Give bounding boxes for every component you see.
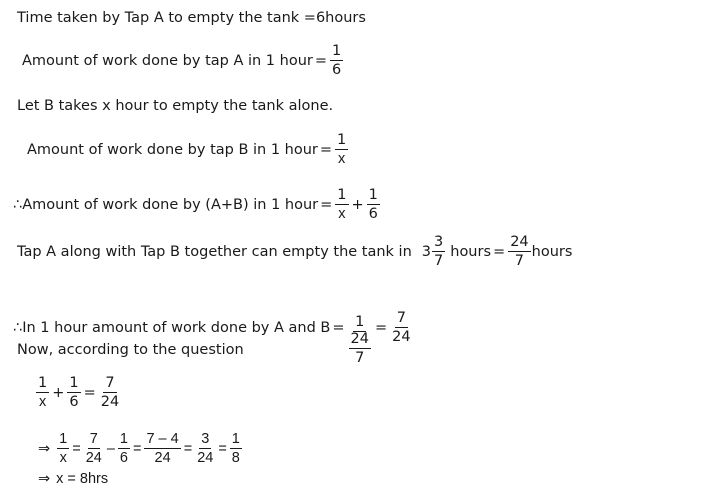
equals-sign: = [218,440,227,457]
numerator: 1 [36,376,49,393]
denominator: 6 [119,450,128,467]
fraction-1-over-8 [230,432,242,466]
denominator-complex [348,332,372,366]
denominator: 6 [69,394,79,411]
text-according: Now, according to the question [17,342,244,358]
denominator: 6 [368,206,378,223]
statement-work-tap-b [27,133,349,167]
statement-tap-a-time [17,11,366,26]
text-answer: x = 8hrs [56,471,109,487]
plus-sign: + [52,384,65,401]
denominator: 7 [434,253,444,270]
denominator: x [38,394,47,411]
statement-work-tap-a [22,44,344,78]
implies-icon: ⇒ [38,471,51,487]
fraction-24-over-7 [508,235,530,269]
fraction-1-over-6 [118,432,130,466]
fraction-1-over-6 [330,44,343,78]
statement-work-a-plus-b [13,188,381,222]
equation-answer [38,472,108,487]
therefore-icon: ∴ [13,319,23,336]
denominator: x [338,206,346,223]
equals-sign: = [83,384,96,401]
text-work-tap-b: Amount of work done by tap B in 1 hour [27,141,318,158]
statement-let-b [17,99,333,114]
fraction-3-over-24 [195,432,215,466]
numerator: 1 [118,432,130,449]
numerator: 7 [103,376,116,393]
numerator: 1 [335,188,348,205]
text-work-in-1-hour: In 1 hour amount of work done by A and B [22,319,331,336]
numerator: 1 [367,188,380,205]
equals-sign: = [133,440,142,457]
numerator: 7 [395,311,408,328]
denominator: 7 [355,350,365,367]
denominator: x [338,151,346,168]
text-tap-a-time: Time taken by Tap A to empty the tank =6hours [17,10,366,26]
equation-main [35,376,122,410]
fraction-1-over-6 [67,376,80,410]
equals-sign: = [374,319,388,336]
fraction-1-over-24-7 [348,315,372,367]
denominator: 24 [197,450,214,467]
fraction-3-over-7 [432,235,445,269]
plus-sign: + [351,196,364,213]
numerator: 1 [353,315,366,332]
equals-sign: = [493,243,506,260]
denominator: 24 [85,450,102,467]
denominator: 6 [332,62,342,79]
equals-sign: = [319,141,333,158]
numerator: 24 [508,235,530,252]
text-work-tap-a: Amount of work done by tap A in 1 hour [22,52,313,69]
equals-sign: = [320,196,333,213]
fraction-1-over-x [57,432,69,466]
statement-together-time [17,235,572,269]
text-hours: hours [450,243,492,260]
equation-solve [38,432,243,466]
denominator: 8 [231,450,240,467]
text-work-a-plus-b: Amount of work done by (A+B) in 1 hour [22,196,319,213]
denominator: 7 [514,253,525,270]
denominator: 24 [100,394,120,411]
equals-sign: = [332,319,345,336]
equals-sign: = [314,52,328,69]
equals-sign: = [183,440,193,457]
fraction-7-over-24 [84,432,104,466]
fraction-7-over-24 [99,376,121,410]
numerator: 7 [88,432,100,449]
text-hours: hours [531,243,573,260]
numerator: 3 [199,432,211,449]
numerator: 3 [432,235,445,252]
numerator: 1 [230,432,242,449]
text-together-time: Tap A along with Tap B together can empty the tank in [17,243,412,260]
therefore-icon: ∴ [13,196,23,213]
denominator: x [59,450,67,467]
fraction-1-over-x [335,133,348,167]
text-let-b: Let B takes x hour to empty the tank alone. [17,98,334,114]
minus-sign: – [106,440,115,457]
numerator: 7 – 4 [144,432,180,449]
whole-part: 3 [421,243,432,260]
equals-sign: = [72,440,81,457]
statement-according [17,343,244,358]
mixed-number-3-3-7 [422,235,446,269]
fraction-1-over-6 [367,188,380,222]
numerator: 1 [57,432,69,449]
numerator: 1 [335,133,348,150]
numerator: 24 [349,332,371,349]
fraction-7-over-24 [390,311,412,345]
denominator: 24 [392,328,411,345]
numerator: 1 [330,44,343,61]
fraction-1-over-x [335,188,348,222]
numerator: 1 [67,376,80,393]
denominator: 24 [154,450,171,467]
implies-icon: ⇒ [38,440,51,457]
fraction-1-over-x [36,376,49,410]
fraction-7-minus-4-over-24 [144,432,180,466]
fraction-24-over-7 [349,332,371,366]
